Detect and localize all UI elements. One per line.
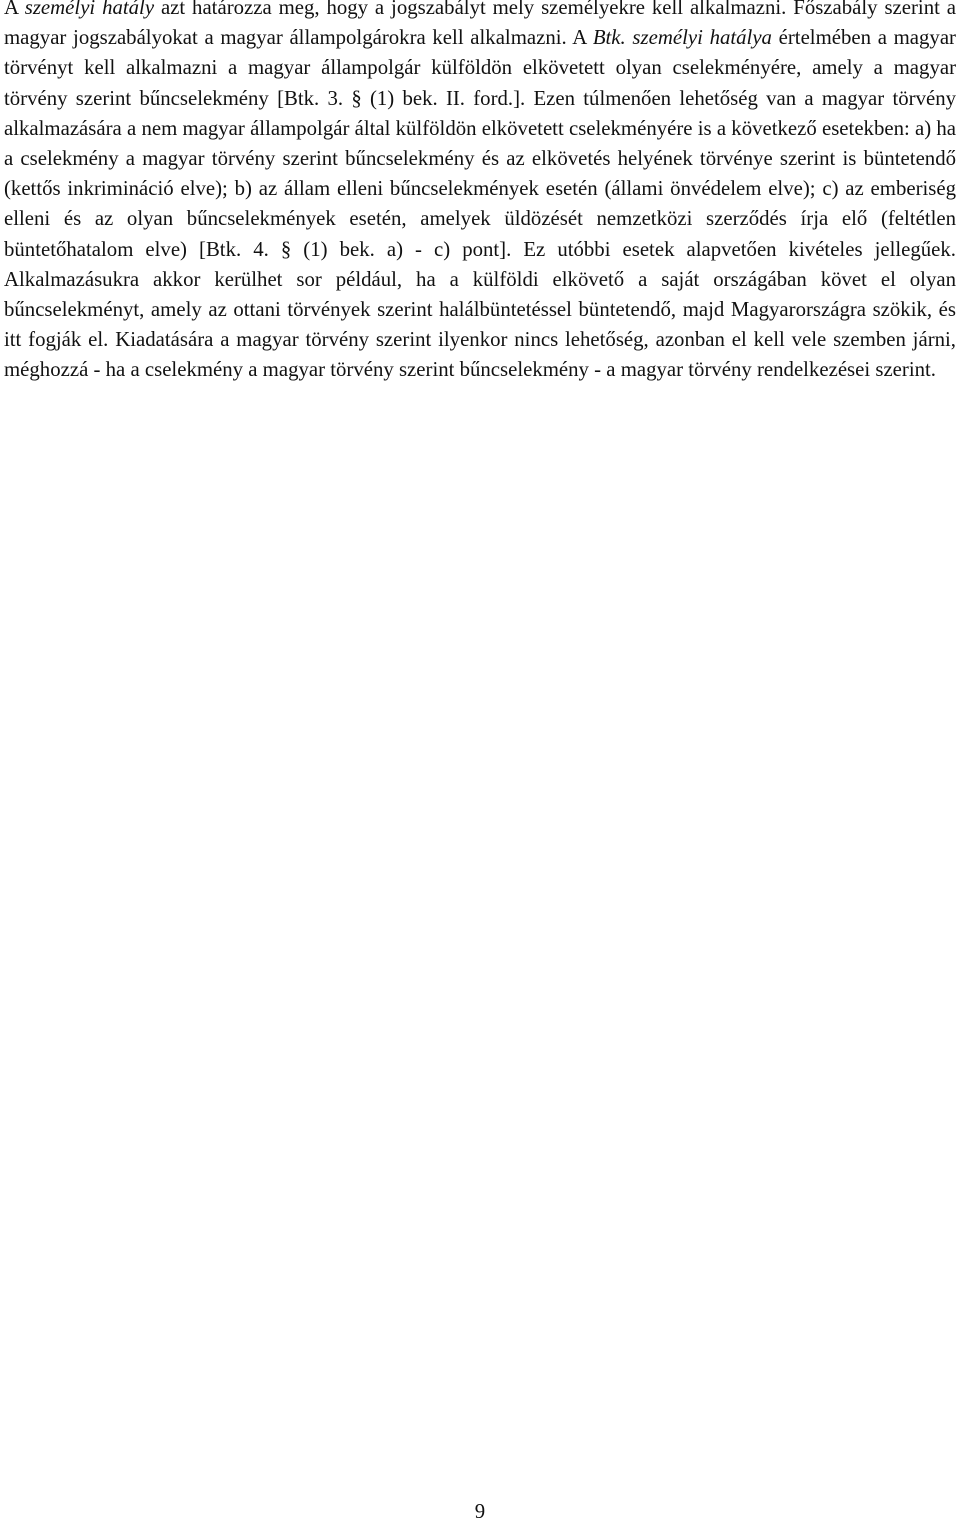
italic-term-btk-szemelyi-hatalya: Btk. személyi hatálya: [592, 26, 772, 50]
text-segment: A: [4, 0, 25, 19]
body-paragraph: [4, 0, 956, 386]
page-number: 9: [474, 1500, 486, 1523]
italic-term-szemelyi-hataly: személyi hatály: [24, 0, 155, 19]
text-segment: értelmében a magyar törvényt kell alkalmazni a magyar állampolgár külföldön elkövetett olyan cselekményére, amely a magyar törvény szerint bűncselekmény [Btk. 3. § (1) bek. II. ford.]. Ezen túlmenően lehetőség van a magyar törvény alkalmazására a nem magyar állampolgár által külföldön elkövetett cselekményére is a következő esetekben: a) ha a cselekmény a magyar törvény szerint bűncselekmény és az elkövetés helyének törvénye szerint is büntetendő (kettős inkrimináció elve); b) az állam elleni bűncselekmények esetén (állami önvédelem elve); c) az emberiség elleni és az olyan bűncselekmények esetén, amelyek üldözését nemzetközi szerződés írja elő (feltétlen büntetőhatalom elve) [Btk. 4. § (1) bek. a) - c) pont]. Ez utóbbi esetek alapvetően kivételes jellegűek. Alkalmazásukra akkor kerülhet sor például, ha a külföldi elkövető a saját országában követ el olyan bűncselekményt, amely az ottani törvények szerint halálbüntetéssel büntetendő, majd Magyarországra szökik, és itt fogják el. Kiadatására a magyar törvény szerint ilyenkor nincs lehetőség, azonban el kell vele szemben járni, méghozzá - ha a cselekmény a magyar törvény szerint bűncselekmény - a magyar törvény rendelkezései szerint.: [4, 26, 956, 382]
text-segment: azt határozza meg, hogy a jogszabályt mely személyekre kell alkalmazni. Főszabály szerint a magyar jogszabályokat a magyar állampolgárokra kell alkalmazni. A: [4, 0, 956, 50]
